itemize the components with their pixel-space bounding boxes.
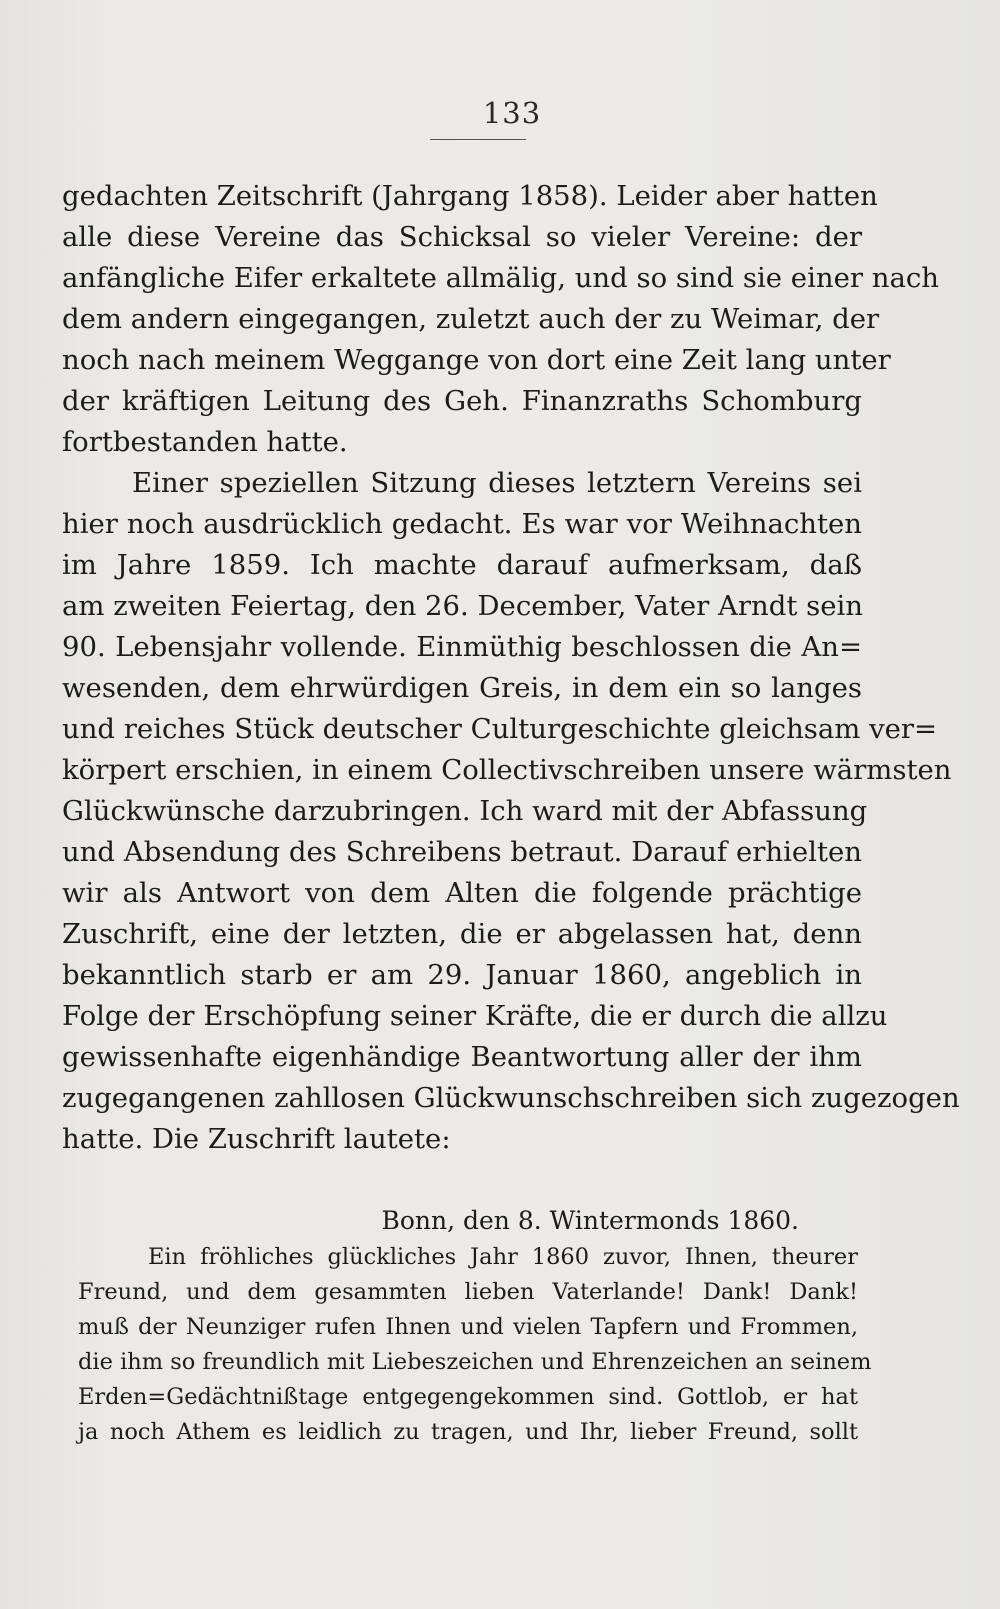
header-rule: [430, 139, 526, 140]
body-line: am zweiten Feiertag, den 26. December, Vater Arndt sein: [62, 590, 864, 622]
body-line: fortbestanden hatte.: [62, 426, 348, 458]
body-line: anfängliche Eifer erkaltete allmälig, und so sind sie einer nach: [62, 262, 939, 294]
body-line: Folge der Erschöpfung seiner Kräfte, die er durch die allzu: [62, 1000, 888, 1032]
body-line: dem andern eingegangen, zuletzt auch der zu Weimar, der: [62, 303, 880, 335]
body-line: und reiches Stück deutscher Culturgeschichte gleichsam ver=: [62, 713, 938, 745]
letter-line: Freund, und dem gesammten lieben Vaterlande! Dank! Dank!: [78, 1279, 858, 1305]
body-line: gewissenhafte eigenhändige Beantwortung aller der ihm: [62, 1041, 862, 1073]
page-number: 133: [482, 96, 542, 130]
body-line: 90. Lebensjahr vollende. Einmüthig beschlossen die An=: [62, 631, 862, 663]
body-line: wesenden, dem ehrwürdigen Greis, in dem ein so langes: [62, 672, 862, 704]
letter-text: [78, 1240, 872, 1450]
body-line: zugegangenen zahllosen Glückwunschschreiben sich zugezogen: [62, 1082, 960, 1114]
body-line: bekanntlich starb er am 29. Januar 1860, angeblich in: [62, 959, 862, 991]
letter-line: die ihm so freundlich mit Liebeszeichen und Ehrenzeichen an seinem: [78, 1349, 872, 1375]
body-text: [62, 176, 960, 1160]
body-line: im Jahre 1859. Ich machte darauf aufmerksam, daß: [62, 549, 862, 581]
body-line: körpert erschien, in einem Collectivschreiben unsere wärmsten: [62, 754, 952, 786]
body-line: hatte. Die Zuschrift lautete:: [62, 1123, 451, 1155]
body-line: gedachten Zeitschrift (Jahrgang 1858). Leider aber hatten: [62, 180, 878, 212]
body-line: und Absendung des Schreibens betraut. Darauf erhielten: [62, 836, 862, 868]
body-line: alle diese Vereine das Schicksal so vieler Vereine: der: [62, 221, 862, 253]
body-line: wir als Antwort von dem Alten die folgende prächtige: [62, 877, 862, 909]
letter-line: ja noch Athem es leidlich zu tragen, und Ihr, lieber Freund, sollt: [78, 1419, 858, 1445]
letter-line: Ein fröhliches glückliches Jahr 1860 zuvor, Ihnen, theurer: [148, 1244, 858, 1270]
letter-dateline: Bonn, den 8. Wintermonds 1860.: [381, 1206, 799, 1235]
body-line: Zuschrift, eine der letzten, die er abgelassen hat, denn: [62, 918, 862, 950]
letter-line: Erden=Gedächtnißtage entgegengekommen sind. Gottlob, er hat: [78, 1384, 858, 1410]
page-header: [0, 96, 1000, 130]
body-line: noch nach meinem Weggange von dort eine Zeit lang unter: [62, 344, 891, 376]
body-line: Einer speziellen Sitzung dieses letztern Vereins sei: [132, 467, 862, 499]
letter-line: muß der Neunziger rufen Ihnen und vielen Tapfern und Frommen,: [78, 1314, 858, 1340]
body-line: hier noch ausdrücklich gedacht. Es war vor Weihnachten: [62, 508, 862, 540]
body-line: der kräftigen Leitung des Geh. Finanzraths Schomburg: [62, 385, 862, 417]
body-line: Glückwünsche darzubringen. Ich ward mit der Abfassung: [62, 795, 868, 827]
